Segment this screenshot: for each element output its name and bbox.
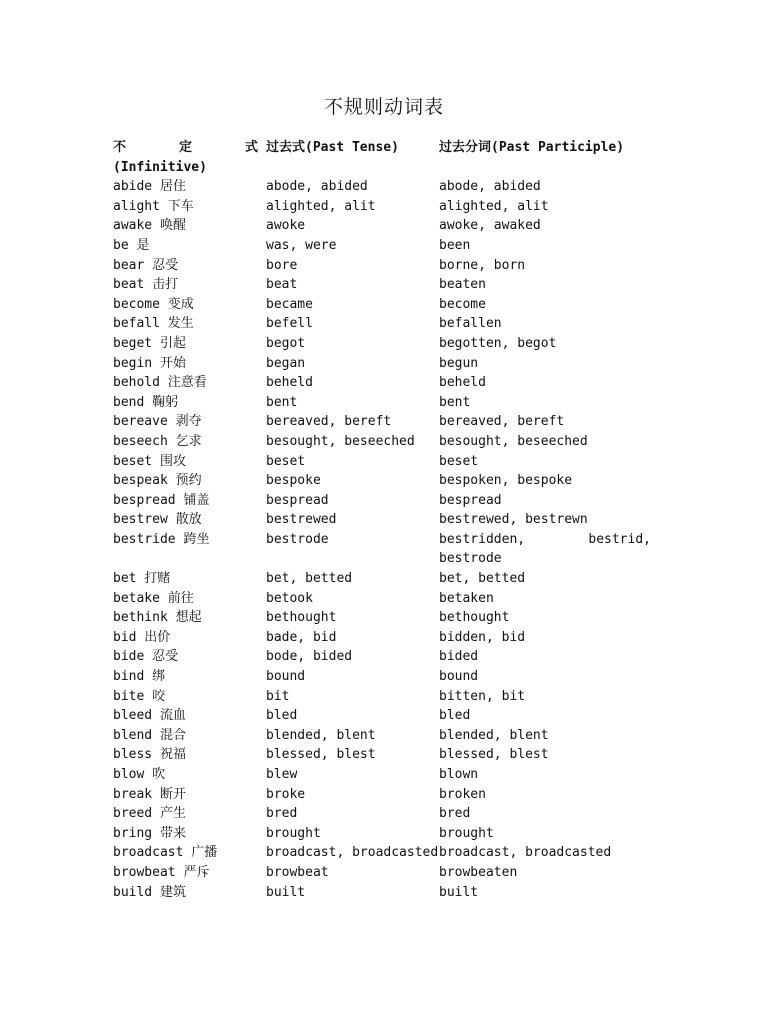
cell-past-participle: bred [439, 806, 471, 822]
cell-infinitive: blow 吹 [113, 767, 166, 782]
cell-past-participle: built [439, 884, 479, 900]
cell-past-participle: bound [439, 669, 479, 685]
cell-past-tense: blew [266, 767, 298, 782]
cell-past-participle: blended, blent [439, 727, 549, 743]
table-row [113, 354, 653, 374]
cell-past-participle: bespread [439, 492, 502, 508]
cell-past-participle: brought [439, 825, 494, 841]
cell-past-tense: broadcast, broadcasted [266, 845, 439, 861]
header-infinitive-char: 式 [244, 140, 258, 155]
cell-past-participle: borne, born [439, 257, 526, 273]
cell-past-tense: bled [266, 708, 298, 724]
table-row [113, 393, 653, 413]
header-past-tense: 过去式(Past Tense) [266, 140, 399, 155]
cell-past-tense: blessed, blest [266, 747, 376, 763]
header-past-participle: 过去分词(Past Participle) [439, 140, 625, 155]
table-row [113, 334, 653, 354]
cell-infinitive: bring 带来 [113, 825, 186, 841]
cell-past-tense: browbeat [266, 864, 329, 880]
table-row [113, 236, 653, 256]
cell-past-tense: brought [266, 825, 321, 841]
cell-infinitive: betake 前往 [113, 590, 194, 606]
cell-infinitive: bend 鞠躬 [113, 394, 179, 410]
cell-past-tense: beset [266, 453, 306, 469]
cell-past-participle: bethought [439, 610, 510, 626]
table-row [113, 883, 653, 903]
table-row [113, 510, 653, 530]
cell-past-participle: bespoken, bespoke [439, 473, 573, 489]
header-subtitle-row [113, 158, 653, 178]
table-row [113, 667, 653, 687]
cell-past-tense: bespoke [266, 473, 321, 489]
cell-past-participle: begotten, begot [439, 335, 557, 351]
cell-infinitive: begin 开始 [113, 355, 186, 371]
cell-past-participle: blown [439, 767, 479, 782]
cell-past-participle: bent [439, 394, 471, 410]
table-row [113, 589, 653, 609]
table-row [113, 687, 653, 707]
cell-past-tense: bound [266, 669, 306, 685]
cell-infinitive: bespread 铺盖 [113, 492, 210, 508]
table-row [113, 177, 653, 197]
cell-past-participle: beheld [439, 375, 486, 391]
cell-infinitive: bespeak 预约 [113, 473, 202, 489]
cell-infinitive: abide 居住 [113, 179, 186, 195]
cell-infinitive: bid 出价 [113, 629, 171, 645]
header-infinitive [113, 138, 266, 158]
cell-past-tense: alighted, alit [266, 198, 376, 214]
cell-past-tense: bethought [266, 610, 337, 626]
cell-infinitive: awake 唤醒 [113, 218, 186, 234]
table-row [113, 628, 653, 648]
cell-past-participle: beaten [439, 277, 486, 293]
cell-past-participle: bided [439, 649, 479, 665]
table-row [113, 275, 653, 295]
cell-past-participle: been [439, 237, 471, 253]
table-row [113, 745, 653, 765]
cell-infinitive: bite 咬 [113, 688, 166, 704]
cell-past-participle: bestrewed, bestrewn [439, 512, 588, 528]
cell-past-tense: broke [266, 786, 306, 802]
table-row [113, 314, 653, 334]
cell-past-tense: besought, beseeched [266, 433, 415, 449]
table-row [113, 706, 653, 726]
cell-past-participle: bled [439, 708, 471, 724]
table-row [113, 452, 653, 472]
table-row [113, 197, 653, 217]
cell-past-tense: bestrode [266, 531, 329, 547]
cell-past-tense: beheld [266, 375, 313, 391]
cell-past-tense: beat [266, 277, 298, 293]
header-infinitive-char: 不 [113, 140, 127, 155]
cell-infinitive: bide 忍受 [113, 649, 179, 665]
cell-past-participle: bidden, bid [439, 629, 526, 645]
table-row [113, 432, 653, 452]
cell-past-participle [439, 530, 653, 569]
cell-past-participle: befallen [439, 316, 502, 332]
page-title: 不规则动词表 [323, 96, 444, 118]
past-participle-part: bestrid, [588, 531, 651, 547]
cell-infinitive: bethink 想起 [113, 610, 202, 626]
cell-infinitive: become 变成 [113, 296, 194, 312]
table-body [113, 177, 653, 902]
cell-infinitive: blend 混合 [113, 727, 186, 743]
cell-infinitive: be 是 [113, 237, 150, 253]
table-row [113, 471, 653, 491]
past-participle-part: bestridden, [439, 531, 526, 547]
cell-infinitive: beat 击打 [113, 277, 179, 293]
cell-past-participle: begun [439, 355, 479, 371]
cell-infinitive: behold 注意看 [113, 375, 207, 391]
cell-infinitive: bereave 剥夺 [113, 414, 202, 430]
cell-infinitive: bleed 流血 [113, 708, 186, 724]
cell-past-tense: began [266, 355, 306, 371]
cell-past-tense: bet, betted [266, 571, 353, 587]
cell-past-participle: blessed, blest [439, 747, 549, 763]
table-row [113, 647, 653, 667]
cell-past-participle: broadcast, broadcasted [439, 845, 612, 861]
table-row [113, 843, 653, 863]
cell-past-tense: bestrewed [266, 512, 337, 528]
table-row [113, 608, 653, 628]
cell-infinitive: build 建筑 [113, 884, 186, 900]
cell-infinitive: bestrew 散放 [113, 512, 202, 528]
cell-infinitive: befall 发生 [113, 316, 194, 332]
cell-past-participle: besought, beseeched [439, 433, 588, 449]
table-row [113, 295, 653, 315]
irregular-verb-table [113, 138, 653, 902]
table-row [113, 491, 653, 511]
cell-infinitive: beget 引起 [113, 335, 186, 351]
cell-past-participle-line [439, 530, 651, 550]
cell-past-participle: beset [439, 453, 479, 469]
cell-infinitive: beset 围攻 [113, 453, 186, 469]
table-row [113, 824, 653, 844]
table-row [113, 765, 653, 785]
cell-infinitive: breed 产生 [113, 806, 186, 822]
cell-infinitive: alight 下车 [113, 198, 194, 214]
cell-past-participle: awoke, awaked [439, 218, 541, 234]
cell-infinitive: break 断开 [113, 786, 186, 802]
cell-infinitive: bet 打赌 [113, 571, 171, 587]
cell-past-tense: built [266, 884, 306, 900]
cell-past-tense: bred [266, 806, 298, 822]
cell-infinitive: broadcast 广播 [113, 845, 218, 861]
cell-past-tense: befell [266, 316, 313, 332]
cell-past-tense: bore [266, 257, 298, 273]
table-row [113, 216, 653, 236]
table-row [113, 863, 653, 883]
cell-past-participle: browbeaten [439, 864, 518, 880]
past-participle-part: bestrode [439, 551, 502, 567]
cell-past-participle: alighted, alit [439, 198, 549, 214]
cell-past-participle: bet, betted [439, 571, 526, 587]
table-row [113, 256, 653, 276]
cell-infinitive: bless 祝福 [113, 747, 186, 763]
cell-past-tense: bit [266, 688, 290, 704]
table-row [113, 412, 653, 432]
cell-infinitive: beseech 乞求 [113, 433, 202, 449]
cell-past-tense: bade, bid [266, 629, 337, 645]
cell-infinitive: bestride 跨坐 [113, 531, 210, 547]
table-row [113, 726, 653, 746]
cell-past-tense: abode, abided [266, 179, 368, 195]
cell-past-tense: awoke [266, 218, 306, 234]
table-row [113, 530, 653, 569]
cell-infinitive: bear 忍受 [113, 257, 179, 273]
cell-past-tense: bent [266, 394, 298, 410]
cell-past-participle: bitten, bit [439, 688, 526, 704]
cell-infinitive: browbeat 严斥 [113, 864, 210, 880]
header-infinitive-subtitle: (Infinitive) [113, 159, 207, 175]
cell-past-tense: became [266, 296, 313, 312]
cell-past-participle: betaken [439, 590, 494, 606]
table-row [113, 785, 653, 805]
cell-past-tense: bode, bided [266, 649, 353, 665]
table-row [113, 373, 653, 393]
cell-past-participle: bereaved, bereft [439, 414, 565, 430]
table-header-row [113, 138, 653, 158]
cell-past-participle: abode, abided [439, 179, 541, 195]
cell-infinitive: bind 绑 [113, 669, 166, 685]
cell-past-tense: betook [266, 590, 313, 606]
cell-past-tense: bespread [266, 492, 329, 508]
table-row [113, 804, 653, 824]
cell-past-tense: begot [266, 335, 306, 351]
cell-past-participle: broken [439, 786, 486, 802]
table-row [113, 569, 653, 589]
cell-past-participle: become [439, 296, 486, 312]
cell-past-tense: blended, blent [266, 727, 376, 743]
cell-past-tense: bereaved, bereft [266, 414, 392, 430]
cell-past-tense: was, were [266, 237, 337, 253]
header-infinitive-char: 定 [178, 140, 192, 155]
